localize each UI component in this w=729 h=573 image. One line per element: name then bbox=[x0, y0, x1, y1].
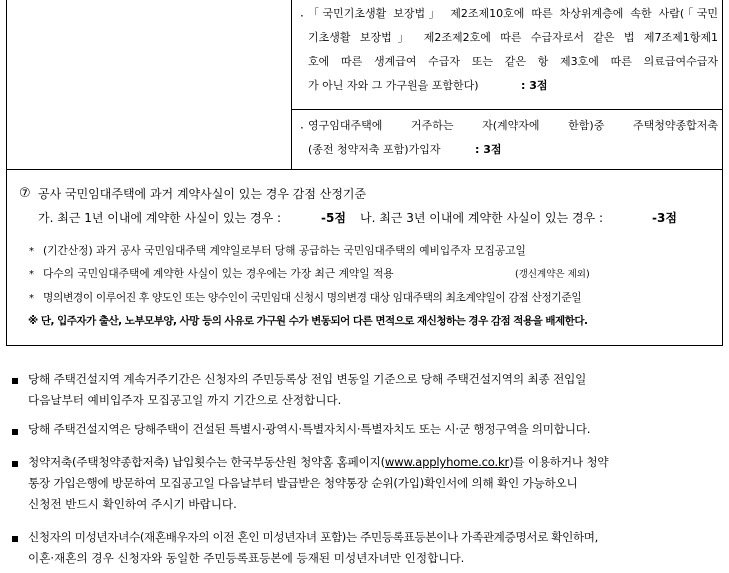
criteria-note-2-suffix: (갱신계약은 제외) bbox=[515, 269, 590, 280]
paragraph-1-line-1: 당해 주택건설지역 계속거주기간은 신청자의 주민등록상 전입 변동일 기준으로 당해 주택건설지역의 최종 전입일 bbox=[28, 372, 587, 386]
criteria-number: ⑦ bbox=[19, 186, 31, 201]
criteria-note-3: 명의변경이 이루어진 후 양도인 또는 양수인이 국민임대 신청시 명의변경 대상 임대주택의 최초계약일이 감점 산정기준일 bbox=[43, 291, 582, 304]
paragraph-4-line-2: 이혼·재혼의 경우 신청자와 동일한 주민등록표등본에 등재된 미성년자녀만 인정합니다. bbox=[28, 551, 465, 565]
cell1-line-1: 「국민기초생활 보장법」 제2조제10호에 따른 차상위계층에 속한 사람(「국민 bbox=[308, 7, 718, 20]
criteria-item-a: 가. 최근 1년 이내에 계약한 사실이 있는 경우 : bbox=[38, 211, 282, 225]
paragraph-bullet-1 bbox=[12, 378, 18, 384]
paragraph-2-line-1: 당해 주택건설지역은 당해주택이 건설된 특별시·광역시·특별자치시·특별자치도 또는 시·군 행정구역을 의미합니다. bbox=[28, 422, 591, 436]
criteria-note-2: 다수의 국민임대주택에 계약한 사실이 있는 경우에는 가장 최근 계약일 적용 bbox=[43, 267, 394, 280]
paragraph-4-line-1: 신청자의 미성년자녀수(재혼배우자의 이전 혼인 미성년자녀 포함)는 주민등록표등본이나 가족관계증명서로 확인하며, bbox=[28, 530, 598, 544]
paragraph-bullet-4 bbox=[12, 536, 18, 542]
criteria-score-b: -3점 bbox=[652, 211, 677, 225]
paragraph-3-line-1 bbox=[28, 457, 608, 469]
criteria-item-b: 나. 최근 3년 이내에 계약한 사실이 있는 경우 : bbox=[360, 211, 604, 225]
cell2-line-2: (종전 청약저축 포함)가입자 bbox=[308, 143, 441, 156]
cell2-score: : 3점 bbox=[475, 143, 502, 156]
paragraph-3-line-1-pre: 청약저축(주택청약종합저축) 납입횟수는 한국부동산원 청약홈 홈페이지( bbox=[28, 455, 385, 469]
criteria-note-1: (기간산정) 과거 공사 국민임대주택 계약일로부터 당해 공급하는 국민임대주택의 예비입주자 모집공고일 bbox=[43, 244, 526, 257]
paragraph-1-line-2: 다음날부터 예비입주자 모집공고일 까지 기간으로 산정합니다. bbox=[28, 393, 342, 407]
applyhome-link[interactable]: www.applyhome.co.kr bbox=[384, 455, 510, 469]
cell1-bullet: · bbox=[300, 9, 304, 23]
criteria-score-a: -5점 bbox=[321, 211, 346, 225]
cell2-bullet: · bbox=[300, 121, 304, 135]
table-row-divider bbox=[291, 109, 723, 110]
cell1-line-2: 기초생활 보장법」 제2조제2호에 따른 수급자로서 같은 법 제7조제1항제1 bbox=[308, 31, 718, 44]
paragraph-3-line-2: 통장 가입은행에 방문하여 모집공고일 다음날부터 발급받은 청약통장 순위(가입)확인서에 의해 확인 가능하오니 bbox=[28, 476, 578, 490]
note-star-2: * bbox=[29, 269, 34, 280]
cell1-score: : 3점 bbox=[521, 79, 548, 92]
cell1-line-4: 가 아닌 자와 그 가구원을 포함한다) bbox=[308, 79, 479, 92]
table-column-divider bbox=[291, 0, 292, 170]
paragraph-3-line-1-post: )를 이용하거나 청약 bbox=[509, 455, 609, 469]
cell2-line-1: 영구임대주택에 거주하는 자(계약자에 한함)중 주택청약종합저축 bbox=[308, 119, 718, 132]
paragraph-3-line-3: 신청전 반드시 확인하여 주시기 바랍니다. bbox=[28, 497, 237, 511]
criteria-warning: ※ 단, 입주자가 출산, 노부모부양, 사망 등의 사유로 가구원 수가 변동되어 다른 면적으로 재신청하는 경우 감점 적용을 배제한다. bbox=[28, 315, 588, 327]
paragraph-bullet-3 bbox=[12, 461, 18, 467]
paragraph-bullet-2 bbox=[12, 429, 18, 435]
note-star-3: * bbox=[29, 293, 34, 304]
note-star-1: * bbox=[29, 246, 34, 257]
cell1-line-3: 호에 따른 생계급여 수급자 또는 같은 항 제3호에 따른 의료급여수급자 bbox=[308, 55, 718, 68]
criteria-title: 공사 국민임대주택에 과거 계약사실이 있는 경우 감점 산정기준 bbox=[38, 187, 367, 201]
